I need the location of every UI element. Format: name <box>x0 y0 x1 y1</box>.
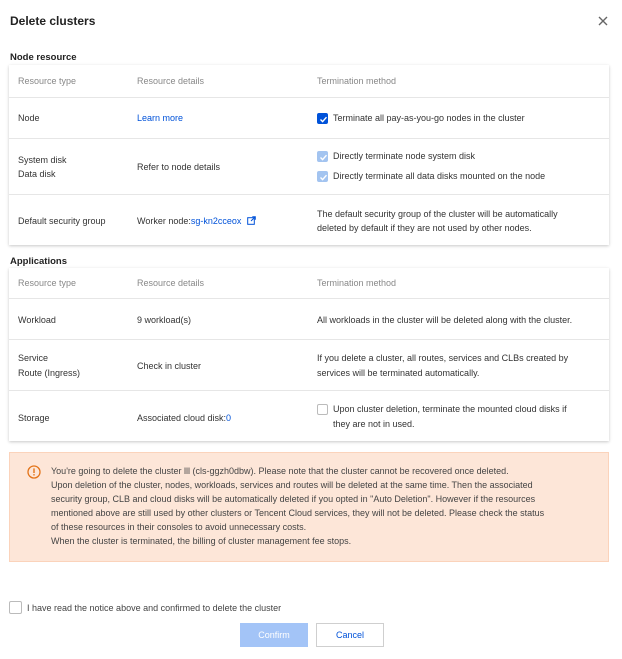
node-resource-title: Node resource <box>10 52 77 63</box>
terminate-payg-nodes-label: Terminate all pay-as-you-go nodes in the cluster <box>333 113 525 123</box>
table-row-workload <box>9 298 609 339</box>
worker-node-prefix: Worker node: <box>137 216 191 226</box>
node-resource-table <box>9 65 609 245</box>
workload-method: All workloads in the cluster will be deleted along with the cluster. <box>317 315 573 325</box>
resource-type-storage: Storage <box>18 413 50 423</box>
resource-type-workload: Workload <box>18 315 56 325</box>
confirm-read-label[interactable]: I have read the notice above and confirmed to delete the cluster <box>27 603 282 613</box>
table-header-row <box>9 268 609 298</box>
resource-type-data-disk: Data disk <box>18 169 56 179</box>
associated-cloud-disk <box>137 410 231 426</box>
deletion-warning-notice <box>9 452 609 562</box>
terminate-system-disk-label: Directly terminate node system disk <box>333 151 476 161</box>
header-resource-type: Resource type <box>18 278 77 288</box>
resource-type-node: Node <box>18 113 40 123</box>
notice-line: mentioned above are still used by other clusters or Tencent Cloud services, they will not be deleted. Please check the status <box>51 508 545 518</box>
check-icon <box>319 115 328 124</box>
close-icon[interactable] <box>596 14 610 28</box>
workload-count: 9 workload(s) <box>137 315 192 325</box>
terminate-data-disks-label: Directly terminate all data disks mounted on the node <box>333 171 546 181</box>
warning-icon <box>27 465 41 479</box>
confirm-button[interactable]: Confirm <box>240 623 308 647</box>
terminate-system-disk-checkbox[interactable] <box>317 151 328 162</box>
notice-line: security group, CLB and cloud disks will be automatically deleted if you opted in "Auto Deletion". However if the resources <box>51 494 536 504</box>
header-resource-details: Resource details <box>137 76 205 86</box>
worker-node-details <box>137 213 256 229</box>
resource-type-security-group: Default security group <box>18 216 106 226</box>
applications-table <box>9 268 609 441</box>
external-link-icon[interactable] <box>247 216 256 225</box>
terminate-payg-nodes-checkbox[interactable] <box>317 113 328 124</box>
table-row-security-group <box>9 194 609 245</box>
cloud-disk-prefix: Associated cloud disk: <box>137 413 227 423</box>
notice-line: of these resources in their consoles to avoid unnecessary costs. <box>51 522 307 532</box>
table-row-storage <box>9 390 609 441</box>
check-icon <box>319 173 328 182</box>
header-termination-method: Termination method <box>317 278 397 288</box>
security-group-link[interactable]: sg-kn2cceox <box>190 216 242 226</box>
table-row-service <box>9 339 609 390</box>
table-row-node <box>9 97 609 138</box>
applications-title: Applications <box>10 256 68 267</box>
resource-type-route: Route (Ingress) <box>18 368 81 378</box>
cloud-disk-count-link[interactable]: 0 <box>226 413 232 423</box>
service-method-line1: If you delete a cluster, all routes, services and CLBs created by <box>317 353 569 363</box>
service-method-line2: services will be terminated automatically. <box>317 368 480 378</box>
learn-more-link[interactable]: Learn more <box>137 113 184 123</box>
confirm-read-checkbox[interactable] <box>9 601 22 614</box>
notice-line: You're going to delete the cluster lll (cls-ggzh0dbw). Please note that the cluster cannot be recovered once deleted. <box>51 466 509 476</box>
cancel-button[interactable]: Cancel <box>316 623 384 647</box>
terminate-cloud-disks-label-line2: they are not in used. <box>333 419 415 429</box>
resource-type-system-disk: System disk <box>18 155 67 165</box>
header-termination-method: Termination method <box>317 76 397 86</box>
terminate-cloud-disks-label-line1: Upon cluster deletion, terminate the mounted cloud disks if <box>333 404 567 414</box>
table-row-disk <box>9 138 609 194</box>
terminate-data-disks-checkbox[interactable] <box>317 171 328 182</box>
notice-line: When the cluster is terminated, the billing of cluster management fee stops. <box>51 536 352 546</box>
security-group-method-line2: deleted by default if they are not used by other nodes. <box>317 223 532 233</box>
check-icon <box>319 153 328 162</box>
resource-type-service: Service <box>18 353 49 363</box>
check-in-cluster-text: Check in cluster <box>137 361 202 371</box>
dialog-title: Delete clusters <box>10 14 96 28</box>
notice-line: Upon deletion of the cluster, nodes, workloads, services and routes will be deleted at the same time. Then the associated <box>51 480 533 490</box>
header-resource-type: Resource type <box>18 76 77 86</box>
security-group-method-line1: The default security group of the cluster will be automatically <box>317 209 558 219</box>
header-resource-details: Resource details <box>137 278 205 288</box>
refer-node-details-text: Refer to node details <box>137 162 221 172</box>
table-header-row <box>9 65 609 97</box>
terminate-cloud-disks-checkbox[interactable] <box>317 404 328 415</box>
